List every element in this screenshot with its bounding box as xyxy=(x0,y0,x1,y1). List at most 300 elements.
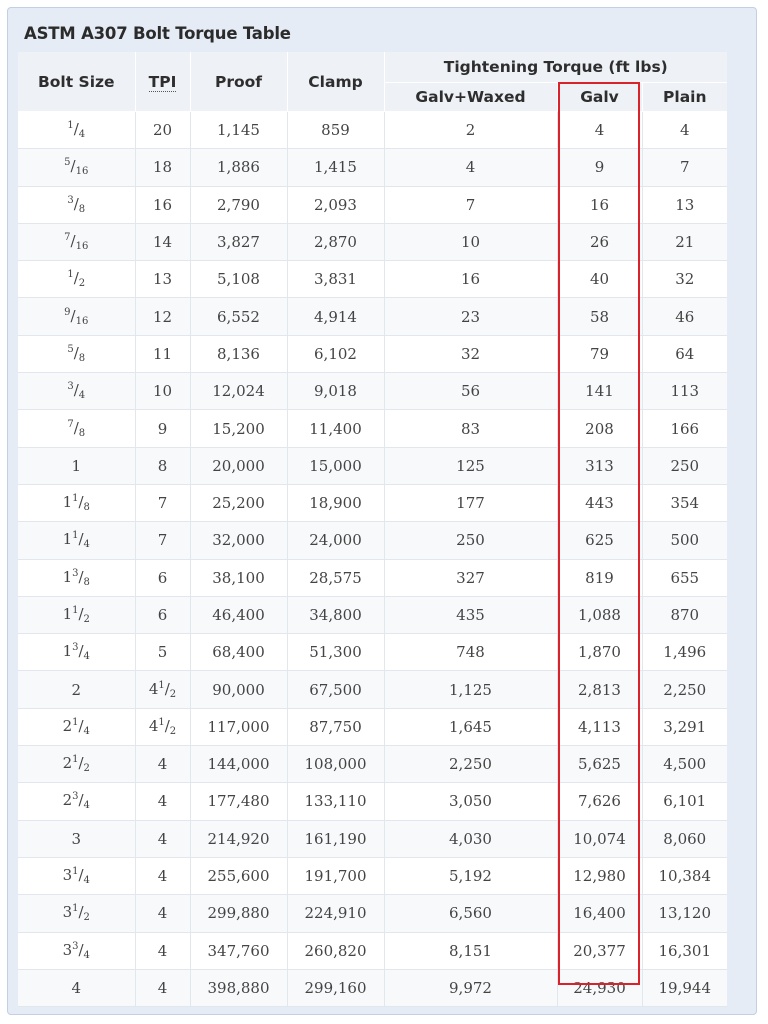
bolt-size-cell-value xyxy=(64,232,89,253)
plain-cell: 8,060 xyxy=(642,820,727,857)
bolt-size-cell-value xyxy=(64,157,89,178)
tpi-cell xyxy=(135,447,190,484)
tpi-cell-whole: 11 xyxy=(152,344,173,363)
tpi-cell-value xyxy=(153,270,172,288)
tpi-cell xyxy=(135,410,190,447)
tpi-cell xyxy=(135,373,190,410)
galv-waxed-cell: 250 xyxy=(384,522,557,559)
clamp-cell: 191,700 xyxy=(287,857,384,894)
bolt-size-cell-whole: 2 xyxy=(71,680,82,699)
galv-waxed-cell: 2 xyxy=(384,112,557,149)
plain-cell: 870 xyxy=(642,596,727,633)
tpi-cell-whole: 4 xyxy=(157,904,168,923)
tpi-cell xyxy=(135,708,190,745)
bolt-size-cell-numerator: 1 xyxy=(72,903,79,915)
bolt-size-cell-denominator: 4 xyxy=(78,390,86,402)
bolt-size-cell-numerator: 3 xyxy=(67,381,74,393)
clamp-cell: 9,018 xyxy=(287,373,384,410)
tpi-cell-value xyxy=(149,680,176,698)
galv-waxed-cell: 4,030 xyxy=(384,820,557,857)
bolt-size-cell-slash: / xyxy=(78,866,84,885)
clamp-cell: 3,831 xyxy=(287,261,384,298)
table-row xyxy=(18,186,727,223)
bolt-size-cell-numerator: 3 xyxy=(72,791,79,803)
proof-cell: 398,880 xyxy=(190,969,287,1006)
bolt-size-cell-denominator: 2 xyxy=(83,763,90,775)
plain-cell: 16,301 xyxy=(642,932,727,969)
proof-cell: 15,200 xyxy=(190,410,287,447)
table-row xyxy=(18,895,727,932)
plain-cell: 19,944 xyxy=(642,969,727,1006)
bolt-size-cell-value xyxy=(71,457,81,475)
table-row xyxy=(18,559,727,596)
tpi-cell-value xyxy=(149,717,176,735)
galv-cell: 16,400 xyxy=(557,895,642,932)
clamp-cell: 4,914 xyxy=(287,298,384,335)
bolt-size-cell-slash: / xyxy=(73,269,79,288)
bolt-size-cell-numerator: 1 xyxy=(72,866,79,878)
galv-waxed-cell: 327 xyxy=(384,559,557,596)
tpi-cell-slash: / xyxy=(164,679,170,698)
table-row xyxy=(18,447,727,484)
tpi-cell-whole: 4 xyxy=(157,792,168,811)
galv-cell: 1,870 xyxy=(557,634,642,671)
bolt-size-cell-denominator: 4 xyxy=(83,800,90,812)
bolt-size-cell-slash: / xyxy=(70,157,76,176)
galv-cell: 4 xyxy=(557,112,642,149)
bolt-size-cell-value xyxy=(71,830,81,848)
proof-cell: 46,400 xyxy=(190,596,287,633)
clamp-cell: 108,000 xyxy=(287,746,384,783)
bolt-size-cell xyxy=(18,149,135,186)
clamp-cell: 24,000 xyxy=(287,522,384,559)
tpi-cell-whole: 4 xyxy=(157,867,168,886)
galv-cell: 625 xyxy=(557,522,642,559)
bolt-size-cell-denominator: 16 xyxy=(75,315,89,327)
table-row xyxy=(18,932,727,969)
bolt-size-cell-value xyxy=(71,979,81,997)
bolt-size-cell-whole: 2 xyxy=(62,754,73,773)
tpi-cell xyxy=(135,634,190,671)
bolt-size-cell-whole: 1 xyxy=(71,456,82,475)
clamp-cell: 1,415 xyxy=(287,149,384,186)
tpi-cell-value xyxy=(158,830,168,848)
bolt-size-cell xyxy=(18,112,135,149)
bolt-size-cell-denominator: 4 xyxy=(83,539,90,551)
bolt-size-cell-whole: 4 xyxy=(71,978,82,997)
proof-cell: 347,760 xyxy=(190,932,287,969)
plain-cell: 6,101 xyxy=(642,783,727,820)
clamp-cell: 133,110 xyxy=(287,783,384,820)
tpi-cell xyxy=(135,559,190,596)
tpi-cell-whole: 4 xyxy=(157,829,168,848)
bolt-size-cell-whole: 2 xyxy=(62,716,73,735)
tpi-cell-denominator: 2 xyxy=(169,725,177,737)
proof-cell: 20,000 xyxy=(190,447,287,484)
bolt-size-cell-numerator: 1 xyxy=(72,605,79,616)
galv-waxed-cell: 83 xyxy=(384,410,557,447)
proof-cell: 68,400 xyxy=(190,634,287,671)
tpi-cell xyxy=(135,857,190,894)
bolt-size-cell-slash: / xyxy=(78,567,84,586)
bolt-size-cell-numerator: 1 xyxy=(67,120,74,132)
tpi-cell-value xyxy=(153,196,172,214)
clamp-cell: 11,400 xyxy=(287,410,384,447)
bolt-size-cell xyxy=(18,932,135,969)
proof-cell: 1,145 xyxy=(190,112,287,149)
tpi-cell xyxy=(135,671,190,708)
header-tpi xyxy=(135,52,190,112)
proof-cell: 177,480 xyxy=(190,783,287,820)
proof-cell: 8,136 xyxy=(190,335,287,372)
proof-cell: 32,000 xyxy=(190,522,287,559)
tpi-cell-value xyxy=(158,792,168,810)
table-row xyxy=(18,298,727,335)
bolt-size-cell-slash: / xyxy=(73,194,79,213)
bolt-size-cell xyxy=(18,708,135,745)
tpi-cell xyxy=(135,186,190,223)
bolt-size-cell xyxy=(18,634,135,671)
bolt-size-cell-value xyxy=(67,195,85,213)
tpi-cell-whole: 9 xyxy=(157,419,168,438)
bolt-size-cell-denominator: 2 xyxy=(83,912,90,924)
plain-cell: 7 xyxy=(642,149,727,186)
galv-cell: 12,980 xyxy=(557,857,642,894)
bolt-size-cell-numerator: 1 xyxy=(72,716,79,728)
galv-cell: 4,113 xyxy=(557,708,642,745)
bolt-size-cell-denominator: 4 xyxy=(83,949,90,961)
bolt-size-cell-denominator: 8 xyxy=(78,203,86,215)
clamp-cell: 260,820 xyxy=(287,932,384,969)
plain-cell: 655 xyxy=(642,559,727,596)
bolt-size-cell-slash: / xyxy=(70,232,76,251)
table-row xyxy=(18,857,727,894)
bolt-size-cell-numerator: 3 xyxy=(72,567,79,579)
bolt-size-cell xyxy=(18,410,135,447)
tpi-cell xyxy=(135,895,190,932)
galv-waxed-cell: 32 xyxy=(384,335,557,372)
bolt-size-cell-numerator: 3 xyxy=(72,940,79,952)
table-row xyxy=(18,112,727,149)
galv-waxed-cell: 125 xyxy=(384,447,557,484)
plain-cell: 500 xyxy=(642,522,727,559)
tpi-abbreviation[interactable]: TPI xyxy=(148,72,177,91)
table-row xyxy=(18,335,727,372)
bolt-size-cell xyxy=(18,746,135,783)
tpi-cell xyxy=(135,112,190,149)
tpi-cell-value xyxy=(158,420,168,438)
proof-cell: 2,790 xyxy=(190,186,287,223)
bolt-size-cell-numerator: 1 xyxy=(72,493,79,505)
galv-waxed-cell: 2,250 xyxy=(384,746,557,783)
bolt-size-cell-slash: / xyxy=(73,381,79,400)
galv-cell: 26 xyxy=(557,223,642,260)
tpi-cell-whole: 4 xyxy=(157,755,168,774)
clamp-cell: 6,102 xyxy=(287,335,384,372)
bolt-size-cell-value xyxy=(67,381,86,402)
header-tightening-torque: Tightening Torque (ft lbs) xyxy=(384,52,727,83)
clamp-cell: 299,160 xyxy=(287,969,384,1006)
galv-waxed-cell: 4 xyxy=(384,149,557,186)
tpi-cell xyxy=(135,223,190,260)
bolt-size-cell-numerator: 1 xyxy=(72,754,79,766)
table-row xyxy=(18,410,727,447)
table-row xyxy=(18,820,727,857)
tpi-cell-whole: 5 xyxy=(157,643,168,662)
bolt-size-cell-value xyxy=(62,754,90,775)
header-proof: Proof xyxy=(190,52,287,112)
plain-cell: 4,500 xyxy=(642,746,727,783)
table-row xyxy=(18,596,727,633)
table-row xyxy=(18,261,727,298)
plain-cell: 32 xyxy=(642,261,727,298)
bolt-size-cell-numerator: 5 xyxy=(67,343,74,355)
galv-cell: 10,074 xyxy=(557,820,642,857)
bolt-size-cell-slash: / xyxy=(78,903,84,922)
galv-waxed-cell: 177 xyxy=(384,484,557,521)
clamp-cell: 51,300 xyxy=(287,634,384,671)
galv-waxed-cell: 10 xyxy=(384,223,557,260)
bolt-size-cell-denominator: 16 xyxy=(75,166,89,178)
galv-cell: 9 xyxy=(557,149,642,186)
proof-cell: 117,000 xyxy=(190,708,287,745)
bolt-size-cell-numerator: 7 xyxy=(64,232,71,244)
table-row xyxy=(18,708,727,745)
tpi-cell-whole: 14 xyxy=(152,233,173,252)
clamp-cell: 34,800 xyxy=(287,596,384,633)
bolt-size-cell xyxy=(18,223,135,260)
table-row xyxy=(18,634,727,671)
tpi-cell-value xyxy=(153,233,172,251)
galv-cell: 208 xyxy=(557,410,642,447)
bolt-size-cell xyxy=(18,373,135,410)
galv-waxed-cell: 7 xyxy=(384,186,557,223)
tpi-cell-whole: 7 xyxy=(157,531,168,550)
clamp-cell: 15,000 xyxy=(287,447,384,484)
bolt-size-cell xyxy=(18,671,135,708)
proof-cell: 255,600 xyxy=(190,857,287,894)
bolt-size-cell xyxy=(18,596,135,633)
plain-cell: 1,496 xyxy=(642,634,727,671)
tpi-cell-value xyxy=(158,531,168,549)
bolt-size-cell-value xyxy=(67,344,85,362)
clamp-cell: 2,093 xyxy=(287,186,384,223)
tpi-cell-whole: 6 xyxy=(157,568,168,587)
galv-cell: 58 xyxy=(557,298,642,335)
tpi-cell-value xyxy=(158,942,168,960)
tpi-cell-whole: 13 xyxy=(152,270,173,289)
tpi-cell-numerator: 1 xyxy=(158,679,165,691)
header-clamp: Clamp xyxy=(287,52,384,112)
bolt-size-cell-slash: / xyxy=(73,418,79,437)
plain-cell: 21 xyxy=(642,223,727,260)
bolt-size-cell-value xyxy=(67,120,86,141)
galv-waxed-cell: 6,560 xyxy=(384,895,557,932)
tpi-cell xyxy=(135,820,190,857)
tpi-cell-whole: 12 xyxy=(152,307,173,326)
bolt-size-cell xyxy=(18,820,135,857)
bolt-size-cell-denominator: 4 xyxy=(83,651,90,663)
header-bolt-size: Bolt Size xyxy=(18,52,135,112)
tpi-cell xyxy=(135,969,190,1006)
tpi-cell-denominator: 2 xyxy=(169,688,177,700)
bolt-size-cell xyxy=(18,335,135,372)
proof-cell: 299,880 xyxy=(190,895,287,932)
bolt-size-cell-whole: 1 xyxy=(62,530,73,549)
plain-cell: 46 xyxy=(642,298,727,335)
bolt-size-cell-value xyxy=(71,681,81,699)
bolt-size-cell-value xyxy=(63,717,90,735)
tpi-cell xyxy=(135,149,190,186)
proof-cell: 3,827 xyxy=(190,223,287,260)
bolt-size-cell-denominator: 4 xyxy=(78,129,86,141)
tpi-cell-whole: 20 xyxy=(152,121,173,140)
table-row xyxy=(18,969,727,1006)
tpi-cell-value xyxy=(158,494,168,512)
bolt-size-cell-slash: / xyxy=(78,605,84,623)
galv-waxed-cell: 3,050 xyxy=(384,783,557,820)
tpi-cell-value xyxy=(153,382,172,400)
bolt-size-cell-slash: / xyxy=(78,940,84,959)
clamp-cell: 87,750 xyxy=(287,708,384,745)
bolt-size-cell-value xyxy=(62,642,90,663)
bolt-size-cell xyxy=(18,969,135,1006)
clamp-cell: 18,900 xyxy=(287,484,384,521)
bolt-size-cell-denominator: 16 xyxy=(75,241,89,253)
plain-cell: 113 xyxy=(642,373,727,410)
tpi-cell-whole: 7 xyxy=(157,494,168,513)
bolt-size-cell-denominator: 8 xyxy=(83,502,90,514)
bolt-size-cell-numerator: 1 xyxy=(67,269,74,281)
bolt-size-cell-value xyxy=(62,903,90,924)
tpi-cell-slash: / xyxy=(164,716,170,735)
bolt-size-cell-numerator: 5 xyxy=(64,157,71,169)
plain-cell: 10,384 xyxy=(642,857,727,894)
bolt-size-cell-slash: / xyxy=(78,754,84,773)
bolt-size-cell-denominator: 2 xyxy=(83,614,90,625)
tpi-cell xyxy=(135,261,190,298)
tpi-cell-numerator: 1 xyxy=(158,716,165,728)
tpi-cell-whole: 4 xyxy=(148,679,159,698)
bolt-size-cell xyxy=(18,298,135,335)
galv-waxed-cell: 5,192 xyxy=(384,857,557,894)
tpi-cell-value xyxy=(153,158,172,176)
bolt-size-cell-slash: / xyxy=(78,530,84,549)
tpi-cell-value xyxy=(158,457,168,475)
galv-cell: 2,813 xyxy=(557,671,642,708)
bolt-size-cell-whole: 1 xyxy=(62,567,73,586)
proof-cell: 38,100 xyxy=(190,559,287,596)
bolt-size-cell-denominator: 8 xyxy=(83,576,90,588)
bolt-size-cell-denominator: 2 xyxy=(78,278,86,290)
galv-cell: 819 xyxy=(557,559,642,596)
tpi-cell-value xyxy=(158,606,168,624)
bolt-size-cell-whole: 3 xyxy=(62,903,73,922)
bolt-size-cell-slash: / xyxy=(78,642,84,661)
bolt-size-cell-denominator: 8 xyxy=(78,352,86,364)
table-row xyxy=(18,746,727,783)
galv-cell: 20,377 xyxy=(557,932,642,969)
galv-waxed-cell: 1,125 xyxy=(384,671,557,708)
plain-cell: 3,291 xyxy=(642,708,727,745)
galv-waxed-cell: 16 xyxy=(384,261,557,298)
galv-cell: 443 xyxy=(557,484,642,521)
tpi-cell-whole: 10 xyxy=(152,382,173,401)
bolt-size-cell-whole: 2 xyxy=(62,791,73,810)
plain-cell: 64 xyxy=(642,335,727,372)
bolt-size-cell-slash: / xyxy=(78,493,84,512)
bolt-size-cell-value xyxy=(63,568,90,586)
tpi-cell-whole: 4 xyxy=(157,941,168,960)
bolt-size-cell-numerator: 9 xyxy=(64,306,71,318)
tpi-cell-whole: 16 xyxy=(152,195,173,214)
bolt-size-cell-whole: 1 xyxy=(62,605,73,623)
clamp-cell: 2,870 xyxy=(287,223,384,260)
bolt-size-cell-value xyxy=(63,941,90,959)
tpi-cell xyxy=(135,746,190,783)
bolt-size-cell-numerator: 3 xyxy=(67,194,74,206)
table-row xyxy=(18,484,727,521)
bolt-size-cell-value xyxy=(64,307,88,325)
galv-cell: 24,930 xyxy=(557,969,642,1006)
galv-waxed-cell: 56 xyxy=(384,373,557,410)
bolt-size-cell-slash: / xyxy=(73,343,79,362)
bolt-size-cell xyxy=(18,261,135,298)
plain-cell: 354 xyxy=(642,484,727,521)
bolt-size-cell-value xyxy=(62,493,90,514)
tpi-cell-whole: 8 xyxy=(157,456,168,475)
table-row xyxy=(18,149,727,186)
bolt-size-cell xyxy=(18,186,135,223)
tpi-cell-value xyxy=(158,643,168,661)
proof-cell: 5,108 xyxy=(190,261,287,298)
bolt-size-cell-value xyxy=(62,866,90,887)
galv-cell: 7,626 xyxy=(557,783,642,820)
bolt-size-cell-denominator: 8 xyxy=(78,427,86,439)
tpi-cell xyxy=(135,522,190,559)
bolt-size-cell-value xyxy=(63,605,90,623)
tpi-cell-value xyxy=(158,569,168,587)
header-plain: Plain xyxy=(642,83,727,112)
tpi-cell-whole: 4 xyxy=(148,716,159,735)
tpi-cell-whole: 6 xyxy=(157,606,168,624)
galv-waxed-cell: 435 xyxy=(384,596,557,633)
tpi-cell xyxy=(135,298,190,335)
bolt-size-cell-value xyxy=(67,269,86,290)
tpi-cell-value xyxy=(158,979,168,997)
bolt-size-cell-slash: / xyxy=(73,120,79,139)
galv-cell: 313 xyxy=(557,447,642,484)
table-body xyxy=(18,112,727,1007)
table-row xyxy=(18,522,727,559)
tpi-cell-value xyxy=(158,867,168,885)
tpi-cell-value xyxy=(158,755,168,773)
galv-cell: 16 xyxy=(557,186,642,223)
proof-cell: 90,000 xyxy=(190,671,287,708)
bolt-size-cell-whole: 1 xyxy=(62,642,73,661)
table-row xyxy=(18,373,727,410)
galv-waxed-cell: 1,645 xyxy=(384,708,557,745)
clamp-cell: 67,500 xyxy=(287,671,384,708)
tpi-cell-value xyxy=(153,121,172,139)
clamp-cell: 224,910 xyxy=(287,895,384,932)
proof-cell: 25,200 xyxy=(190,484,287,521)
galv-waxed-cell: 23 xyxy=(384,298,557,335)
table-row xyxy=(18,223,727,260)
proof-cell: 144,000 xyxy=(190,746,287,783)
bolt-size-cell xyxy=(18,447,135,484)
bolt-size-cell-whole: 3 xyxy=(71,829,82,848)
